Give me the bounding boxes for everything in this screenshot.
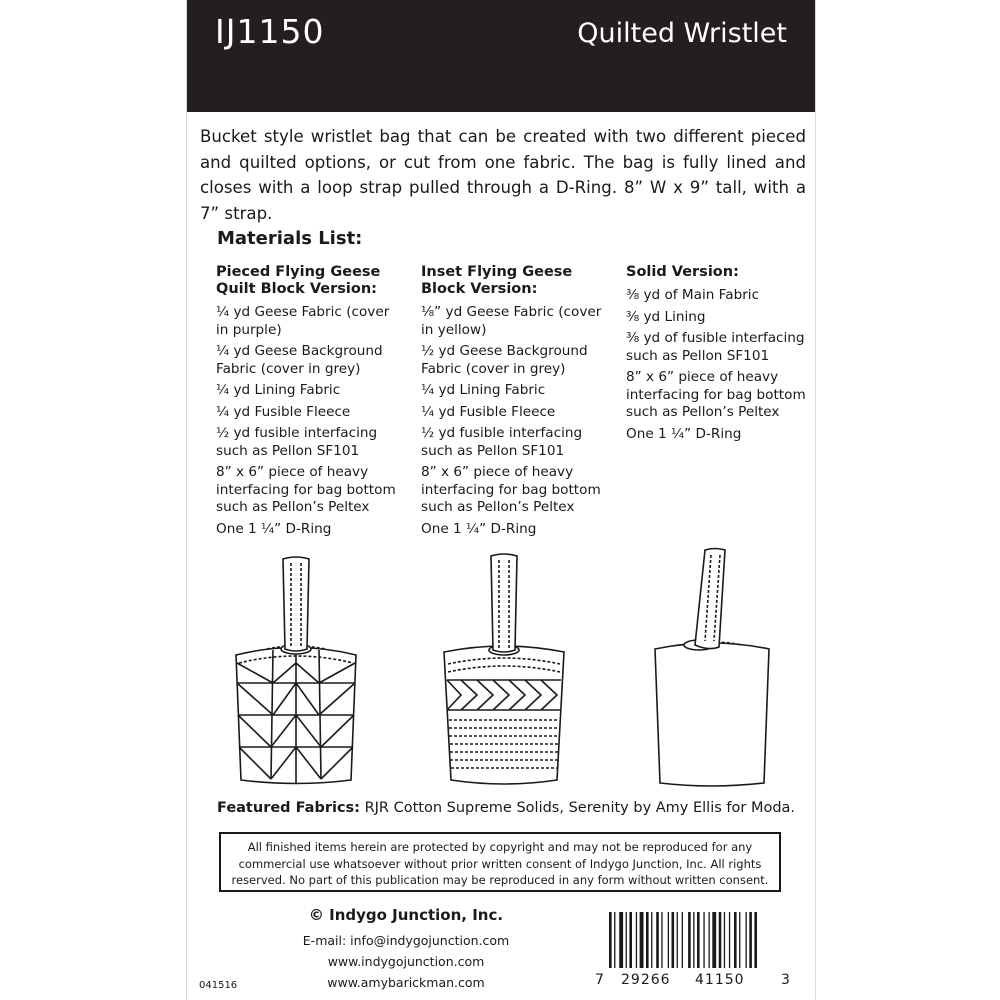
material-item: ⅜ yd of Main Fabric xyxy=(626,287,760,303)
header-bar xyxy=(187,0,815,112)
barcode-bar xyxy=(651,912,652,968)
barcode-bar xyxy=(749,912,752,968)
barcode-bar xyxy=(656,912,659,968)
barcode-bar xyxy=(719,912,722,968)
material-item: One 1 ¼” D-Ring xyxy=(421,520,537,537)
material-item: ⅜ yd of fusible interfacing such as Pellon SF101 xyxy=(626,330,805,364)
barcode-bar xyxy=(754,912,757,968)
barcode-bar xyxy=(629,912,632,968)
barcode-bar xyxy=(703,912,704,968)
column-heading-line: Quilt Block Version: xyxy=(216,281,377,297)
pattern-back-cover xyxy=(186,0,816,1000)
material-item: ⅜ yd Lining xyxy=(626,308,706,325)
material-item: 8” x 6” piece of heavy interfacing for bag bottom such as Pellon’s Peltex xyxy=(421,464,601,515)
publisher-email: E-mail: info@indygojunction.com xyxy=(302,933,510,948)
barcode-bar xyxy=(636,912,637,968)
barcode-bar xyxy=(712,912,716,968)
material-item: ½ yd Geese Background Fabric (cover in grey) xyxy=(421,343,588,377)
material-item: ½ yd fusible interfacing such as Pellon SF101 xyxy=(216,425,378,459)
pattern-code: IJ1150 xyxy=(215,12,325,51)
material-item: ¼ yd Fusible Fleece xyxy=(421,403,556,420)
material-item: ½ yd fusible interfacing such as Pellon SF101 xyxy=(421,425,583,459)
barcode-digit-group: 41150 xyxy=(695,972,745,988)
material-item: ¼ yd Fusible Fleece xyxy=(216,403,351,420)
barcode-digit: 7 xyxy=(595,972,605,988)
print-code: 041516 xyxy=(199,980,238,991)
publisher-name: © Indygo Junction, Inc. xyxy=(308,906,504,924)
material-item: ¼ yd Lining Fabric xyxy=(421,382,546,398)
barcode-digit-group: 29266 xyxy=(621,972,671,988)
material-item: ¼ yd Geese Background Fabric (cover in grey) xyxy=(216,343,383,377)
featured-fabrics xyxy=(217,800,795,816)
barcode-bar xyxy=(709,912,710,968)
publisher-website: www.indygojunction.com xyxy=(327,954,485,969)
materials-column-pieced xyxy=(216,264,401,542)
material-item: One 1 ¼” D-Ring xyxy=(626,425,742,442)
pattern-title: Quilted Wristlet xyxy=(577,18,787,49)
featured-fabrics-label: Featured Fabrics: xyxy=(217,800,360,816)
barcode-bar xyxy=(688,912,691,968)
barcode-bar xyxy=(672,912,675,968)
barcode-bar xyxy=(734,912,737,968)
material-item: One 1 ¼” D-Ring xyxy=(216,520,332,537)
barcode-bar xyxy=(746,912,747,968)
publisher-website: www.amybarickman.com xyxy=(327,975,485,990)
column-heading xyxy=(626,264,811,281)
material-item: 8” x 6” piece of heavy interfacing for bag bottom such as Pellon’s Peltex xyxy=(216,464,396,515)
materials-column-inset xyxy=(421,264,606,542)
upc-barcode xyxy=(595,912,795,990)
barcode-bar xyxy=(729,912,730,968)
column-heading-line: Pieced Flying Geese xyxy=(216,264,381,280)
material-item: 8” x 6” piece of heavy interfacing for bag bottom such as Pellon’s Peltex xyxy=(626,369,806,420)
column-heading-line: Block Version: xyxy=(421,281,538,297)
barcode-bar xyxy=(693,912,694,968)
barcode-bar xyxy=(626,912,627,968)
material-item: ¼ yd Geese Fabric (cover in purple) xyxy=(216,304,390,338)
barcode-bar xyxy=(739,912,740,968)
barcode-digit: 3 xyxy=(781,972,791,988)
barcode-bar xyxy=(661,912,662,968)
copyright-notice: All finished items herein are protected by copyright and may not be reproduced for any commercial use whatsoever without prior written consent of Indygo Junction, Inc. All rights reserved. No part of this publication may be reproduced in any form without written consent. xyxy=(219,832,781,892)
barcode-bar xyxy=(646,912,649,968)
barcode-bar xyxy=(682,912,683,968)
barcode-bar xyxy=(640,912,644,968)
column-heading-line: Solid Version: xyxy=(626,264,739,280)
pieced-geese-bag-illustration xyxy=(231,555,361,790)
pattern-description: Bucket style wristlet bag that can be created with two different pieced and quilted options, or cut from one fabric. The bag is fully lined and closes with a loop strap pulled through a D-Ring. 8” W x 9” tall, with a 7” strap. xyxy=(200,127,806,223)
barcode-bar xyxy=(609,912,612,968)
material-item: ¼ yd Lining Fabric xyxy=(216,382,341,398)
material-item: ⅛” yd Geese Fabric (cover in yellow) xyxy=(421,304,602,338)
barcode-bar xyxy=(619,912,623,968)
column-heading xyxy=(216,264,401,298)
barcode-bar xyxy=(614,912,615,968)
barcode-bar xyxy=(697,912,700,968)
barcode-bars xyxy=(595,912,795,972)
materials-heading: Materials List: xyxy=(217,228,363,249)
barcode-bar xyxy=(677,912,678,968)
column-heading xyxy=(421,264,606,298)
solid-bag-illustration xyxy=(647,545,777,790)
materials-column-solid xyxy=(626,264,811,447)
featured-fabrics-text: RJR Cotton Supreme Solids, Serenity by Amy Ellis for Moda. xyxy=(359,800,796,816)
barcode-bar xyxy=(724,912,725,968)
column-heading-line: Inset Flying Geese xyxy=(421,264,573,280)
inset-geese-bag-illustration xyxy=(439,552,569,790)
publisher-info xyxy=(277,906,535,993)
barcode-bar xyxy=(668,912,669,968)
